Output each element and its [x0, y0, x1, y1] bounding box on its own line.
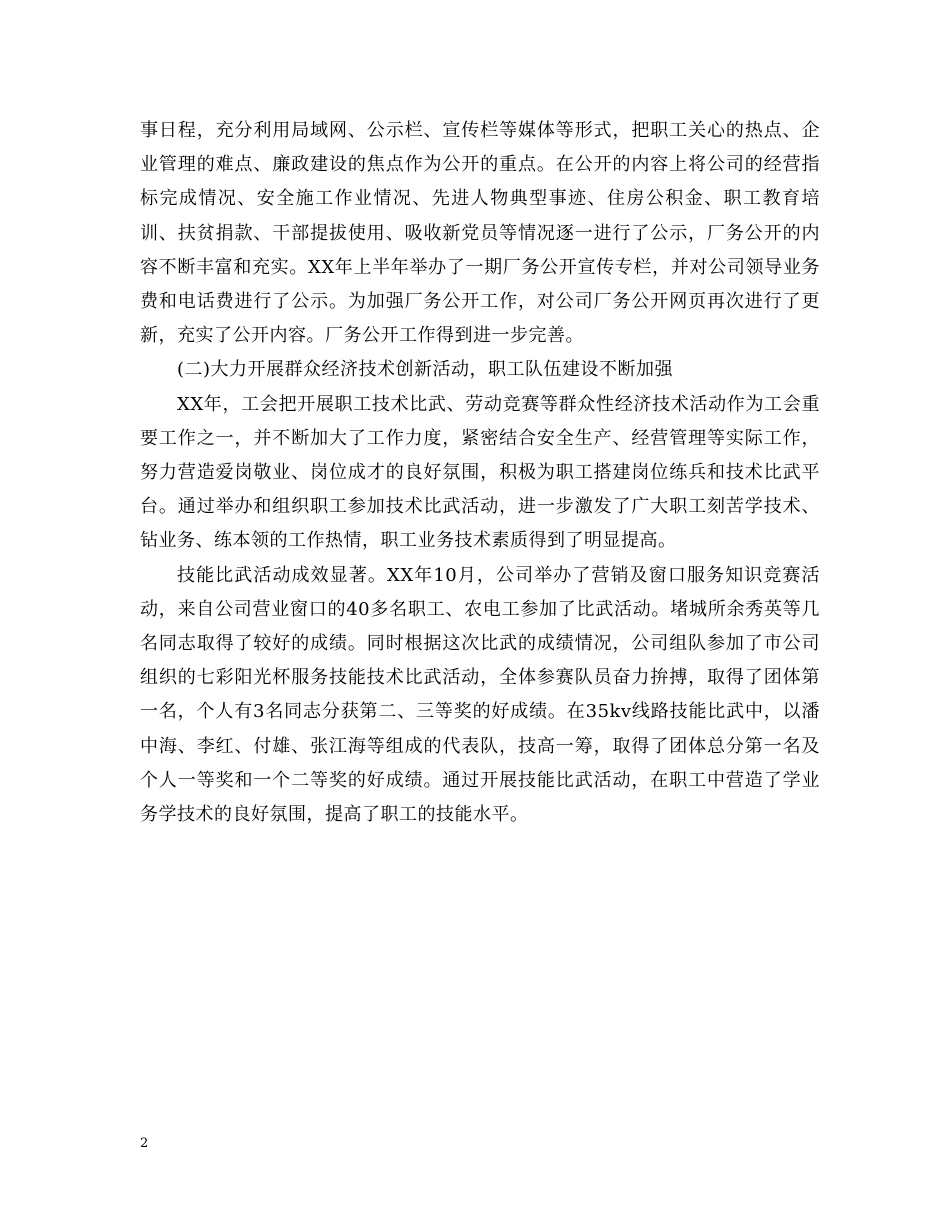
paragraph-skills-contest: 技能比武活动成效显著。XX年10月，公司举办了营销及窗口服务知识竞赛活动，来自公司营业窗口的40多名职工、农电工参加了比武活动。堵城所余秀英等几名同志取得了较好的成绩。同时根据这次比武的成绩情况，公司组队参加了市公司组织的七彩阳光杯服务技能技术比武活动，全体参赛队员奋力拚搏，取得了团体第一名，个人有3名同志分获第二、三等奖的好成绩。在35kv线路技能比武中，以潘中海、李红、付雄、张江海等组成的代表队，技高一筹，取得了团体总分第一名及个人一等奖和一个二等奖的好成绩。通过开展技能比武活动，在职工中营造了学业务学技术的良好氛围，提高了职工的技能水平。 [140, 564, 820, 826]
page-number: 2 [140, 1136, 149, 1151]
paragraph-union-work: XX年，工会把开展职工技术比武、劳动竞赛等群众性经济技术活动作为工会重要工作之一，并不断加大了工作力度，紧密结合安全生产、经营管理等实际工作，努力营造爱岗敬业、岗位成才的良好氛围，积极为职工搭建岗位练兵和技术比武平台。通过举办和组织职工参加技术比武活动，进一步激发了广大职工刻苦学技术、钻业务、练本领的工作热情，职工业务技术素质得到了明显提高。 [140, 393, 820, 552]
document-body [140, 114, 820, 832]
paragraph-continuation: 事日程，充分利用局域网、公示栏、宣传栏等媒体等形式，把职工关心的热点、企业管理的难点、廉政建设的焦点作为公开的重点。在公开的内容上将公司的经营指标完成情况、安全施工作业情况、先进人物典型事迹、住房公积金、职工教育培训、扶贫捐款、干部提拔使用、吸收新党员等情况逐一进行了公示，厂务公开的内容不断丰富和充实。XX年上半年举办了一期厂务公开宣传专栏，并对公司领导业务费和电话费进行了公示。为加强厂务公开工作，对公司厂务公开网页再次进行了更新，充实了公开内容。厂务公开工作得到进一步完善。 [140, 120, 820, 347]
section-heading: (二)大力开展群众经济技术创新活动，职工队伍建设不断加强 [177, 359, 674, 381]
